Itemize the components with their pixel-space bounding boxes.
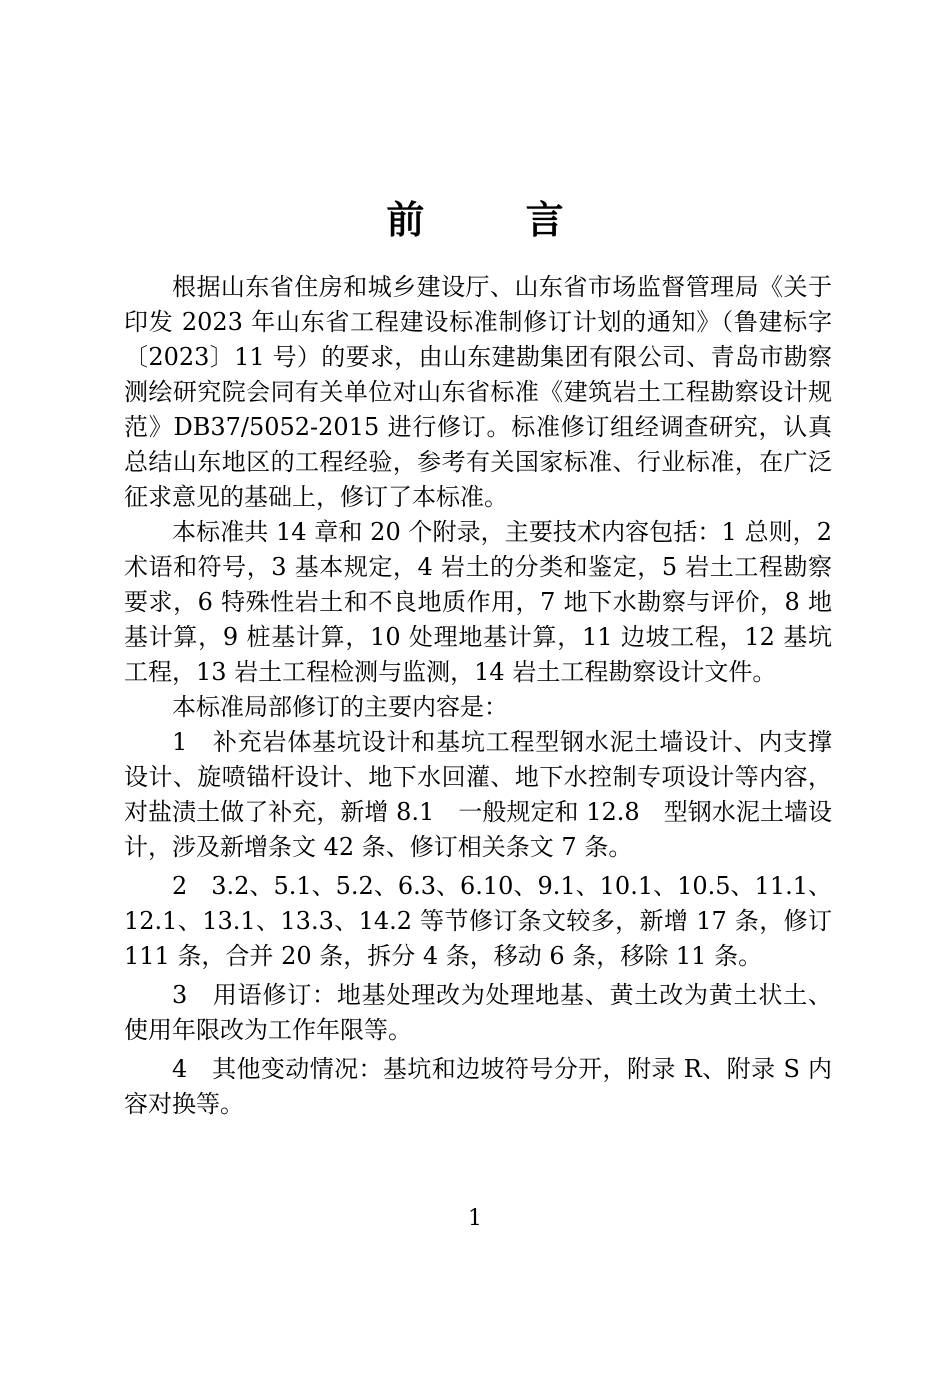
- paragraph-background: 根据山东省住房和城乡建设厅、山东省市场监督管理局《关于印发 2023 年山东省工程建设标准制修订计划的通知》（鲁建标字〔2023〕11 号）的要求，由山东建勘集团有限公司、青岛市勘察测绘研究院会同有关单位对山东省标准《建筑岩土工程勘察设计规范》DB37/5052-2015 进行修订。标准修订组经调查研究，认真总结山东地区的工程经验，参考有关国家标准、行业标准，在广泛征求意见的基础上，修订了本标准。: [124, 273, 832, 511]
- page-title: 前 言: [386, 197, 608, 242]
- page-number: 1: [468, 1206, 482, 1231]
- paragraph-revision-item-2: 2 3.2、5.1、5.2、6.3、6.10、9.1、10.1、10.5、11.1、12.1、13.1、13.3、14.2 等节修订条文较多，新增 17 条，修订 111 条，合并 20 条，拆分 4 条，移动 6 条，移除 11 条。: [124, 872, 832, 970]
- paragraph-revision-item-3: 3 用语修订：地基处理改为处理地基、黄土改为黄土状土、使用年限改为工作年限等。: [124, 981, 832, 1044]
- paragraph-revision-item-4: 4 其他变动情况：基坑和边坡符号分开，附录 R、附录 S 内容对换等。: [124, 1055, 832, 1118]
- paragraph-revision-intro: 本标准局部修订的主要内容是：: [172, 693, 508, 721]
- preface-body: [124, 270, 832, 1122]
- paragraph-revision-item-1: 1 补充岩体基坑设计和基坑工程型钢水泥土墙设计、内支撑设计、旋喷锚杆设计、地下水回灌、地下水控制专项设计等内容，对盐渍土做了补充，新增 8.1 一般规定和 12.8 型钢水泥土墙设计，涉及新增条文 42 条、修订相关条文 7 条。: [124, 728, 832, 861]
- paragraph-contents: 本标准共 14 章和 20 个附录，主要技术内容包括：1 总则，2 术语和符号，3 基本规定，4 岩土的分类和鉴定，5 岩土工程勘察要求，6 特殊性岩土和不良地质作用，7 地下水勘察与评价，8 地基计算，9 桩基计算，10 处理地基计算，11 边坡工程，12 基坑工程，13 岩土工程检测与监测，14 岩土工程勘察设计文件。: [124, 518, 832, 686]
